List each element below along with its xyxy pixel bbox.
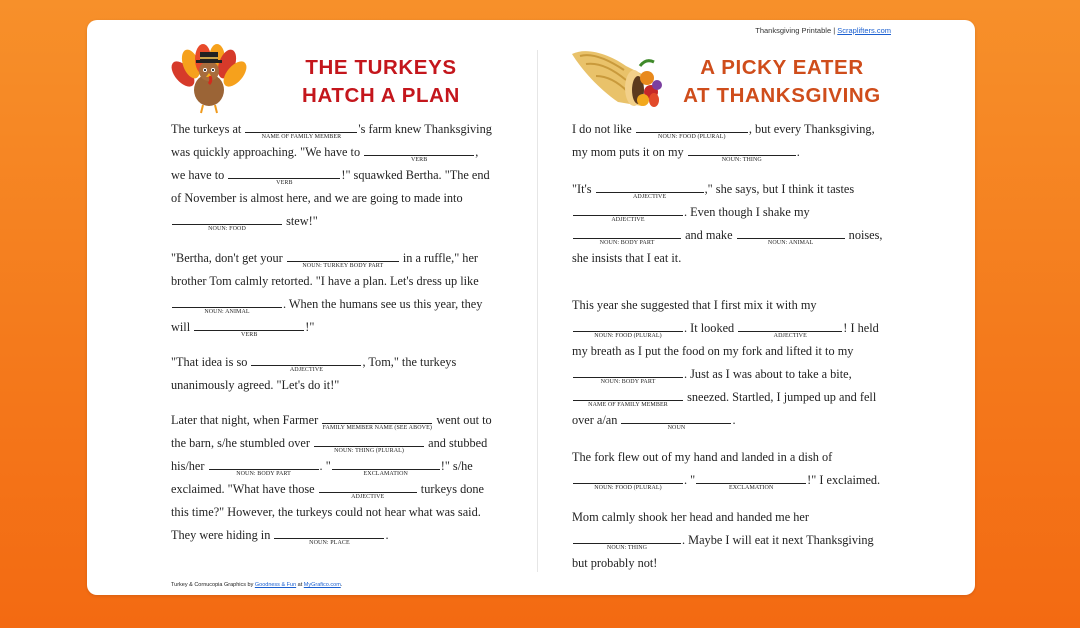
- blank-label: VERB: [241, 332, 258, 338]
- left-title-line-2: HATCH A PLAN: [302, 84, 460, 107]
- fill-blank[interactable]: [737, 228, 845, 246]
- right-story-title: [662, 54, 902, 110]
- blank-label: NOUN: THING: [721, 157, 762, 163]
- right-paragraph-1: I do not like NOUN: FOOD (PLURAL) , but every Thanksgiving, my mom puts it on my NOUN: THING .: [572, 122, 875, 163]
- blank-label: NOUN: FOOD (PLURAL): [658, 134, 726, 140]
- left-paragraph-3: "That idea is so ADJECTIVE , Tom," the turkeys unanimously agreed. "Let's do it!": [171, 355, 457, 392]
- blank-label: NOUN: FOOD (PLURAL): [594, 485, 662, 491]
- left-paragraph-2: "Bertha, don't get your NOUN: TURKEY BODY PART in a ruffle," her brother Tom calmly retorted. "I have a plan. Let's dress up like NOUN: ANIMAL . When the humans see us this year, they will VERB !": [171, 251, 483, 338]
- goodness-and-fun-link[interactable]: Goodness & Fun: [254, 582, 297, 588]
- fill-blank[interactable]: [573, 205, 683, 223]
- fill-blank[interactable]: [251, 355, 361, 373]
- fill-blank[interactable]: [332, 459, 440, 477]
- fill-blank[interactable]: [573, 390, 683, 408]
- graphics-credit: Turkey & Cornucopia Graphics by Goodness & Fun at MyGrafico.com.: [171, 582, 343, 588]
- right-paragraph-2: "It's ADJECTIVE ," she says, but I think it tastes ADJECTIVE . Even though I shake my NOUN: BODY PART and make NOUN: ANIMAL noises, she insists that I eat it.: [572, 182, 883, 265]
- left-story-title: [281, 54, 481, 110]
- fill-blank[interactable]: [274, 528, 384, 546]
- fill-blank[interactable]: [228, 168, 340, 186]
- right-paragraph-4: The fork flew out of my hand and landed in a dish of NOUN: FOOD (PLURAL) . " EXCLAMATION !" I exclaimed.: [572, 450, 881, 491]
- blank-label: NOUN: ANIMAL: [767, 240, 814, 246]
- blank-label: VERB: [276, 180, 293, 186]
- blank-label: NOUN: THING: [606, 545, 648, 551]
- blank-label: ADJECTIVE: [611, 217, 645, 223]
- left-story-body: [171, 118, 493, 547]
- left-paragraph-4: Later that night, when Farmer FAMILY MEMBER NAME (SEE ABOVE) went out to the barn, s/he stumbled over NOUN: THING (PLURAL) and stubbed his/her NOUN: BODY PART . " EXCLAMATION !" s/he exclaimed. "What have those ADJECTIVE turkeys done this time?" However, the turkeys could not hear what was said. They were hiding in NOUN: PLACE .: [171, 413, 492, 546]
- blank-label: NOUN: ANIMAL: [204, 309, 250, 315]
- blank-label: ADJECTIVE: [289, 367, 324, 373]
- fill-blank[interactable]: [573, 321, 683, 339]
- left-title-line-1: THE TURKEYS: [305, 56, 457, 79]
- blank-label: FAMILY MEMBER NAME (SEE ABOVE): [322, 425, 432, 431]
- fill-blank[interactable]: [194, 320, 304, 338]
- blank-label: NOUN: PLACE: [309, 540, 350, 546]
- fill-blank[interactable]: [287, 251, 399, 269]
- turkey-pilgrim-hat-icon: [167, 44, 249, 116]
- scraplifters-link[interactable]: Scraplifters.com: [837, 26, 891, 35]
- fill-blank[interactable]: [688, 145, 796, 163]
- cornucopia-icon: [568, 44, 664, 110]
- blank-label: NOUN: BODY PART: [600, 379, 656, 385]
- column-divider: [537, 50, 538, 572]
- fill-blank[interactable]: [573, 228, 681, 246]
- fill-blank[interactable]: [245, 122, 357, 140]
- fill-blank[interactable]: [172, 214, 282, 232]
- blank-label: VERB: [410, 157, 428, 163]
- fill-blank[interactable]: [319, 482, 417, 500]
- fill-blank[interactable]: [573, 533, 681, 551]
- left-paragraph-1: The turkeys at NAME OF FAMILY MEMBER 's farm knew Thanksgiving was quickly approaching. "We have to VERB , we have to VERB !" squawked Bertha. "The end of November is almost here, and we are going to made into NOUN: FOOD stew!": [171, 122, 492, 232]
- fill-blank[interactable]: [596, 182, 704, 200]
- blank-label: NOUN: BODY PART: [599, 240, 655, 246]
- blank-label: NOUN: THING (PLURAL): [334, 448, 405, 454]
- blank-label: EXCLAMATION: [363, 471, 408, 477]
- blank-label: NAME OF FAMILY MEMBER: [588, 402, 668, 408]
- fill-blank[interactable]: [621, 413, 731, 431]
- right-title-line-2: AT THANKSGIVING: [683, 84, 881, 107]
- blank-label: NAME OF FAMILY MEMBER: [261, 134, 342, 140]
- right-title-line-1: A PICKY EATER: [700, 56, 864, 79]
- blank-label: ADJECTIVE: [632, 194, 667, 200]
- right-paragraph-5: Mom calmly shook her head and handed me her NOUN: THING . Maybe I will eat it next Thanksgiving but probably not!: [572, 510, 874, 570]
- blank-label: NOUN: [667, 425, 686, 431]
- fill-blank[interactable]: [738, 321, 842, 339]
- blank-label: NOUN: BODY PART: [236, 471, 291, 477]
- fill-blank[interactable]: [573, 367, 683, 385]
- mygrafico-link[interactable]: MyGrafico.com: [303, 582, 341, 588]
- header-credit: [755, 26, 891, 35]
- right-story-body: [572, 118, 890, 575]
- fill-blank[interactable]: [364, 145, 474, 163]
- blank-label: NOUN: FOOD (PLURAL): [594, 333, 662, 339]
- fill-blank[interactable]: [573, 473, 683, 491]
- blank-label: EXCLAMATION: [728, 485, 774, 491]
- blank-label: NOUN: FOOD: [208, 226, 246, 232]
- fill-blank[interactable]: [172, 297, 282, 315]
- printable-sheet: [87, 20, 975, 595]
- blank-label: ADJECTIVE: [351, 494, 385, 500]
- fill-blank[interactable]: [696, 473, 806, 491]
- blank-label: ADJECTIVE: [773, 333, 807, 339]
- blank-label: NOUN: TURKEY BODY PART: [302, 263, 384, 269]
- fill-blank[interactable]: [314, 436, 424, 454]
- header-credit-text: Thanksgiving Printable |: [755, 26, 838, 35]
- fill-blank[interactable]: [636, 122, 748, 140]
- right-paragraph-3: This year she suggested that I first mix it with my NOUN: FOOD (PLURAL) . It looked ADJECTIVE ! I held my breath as I put the food on my fork and lifted it to my NOUN: BODY PART . Just as I was about to take a bite, NAME OF FAMILY MEMBER sneezed. Startled, I jumped up and fell over a/an NOUN .: [572, 298, 879, 431]
- fill-blank[interactable]: [322, 413, 432, 431]
- fill-blank[interactable]: [209, 459, 319, 477]
